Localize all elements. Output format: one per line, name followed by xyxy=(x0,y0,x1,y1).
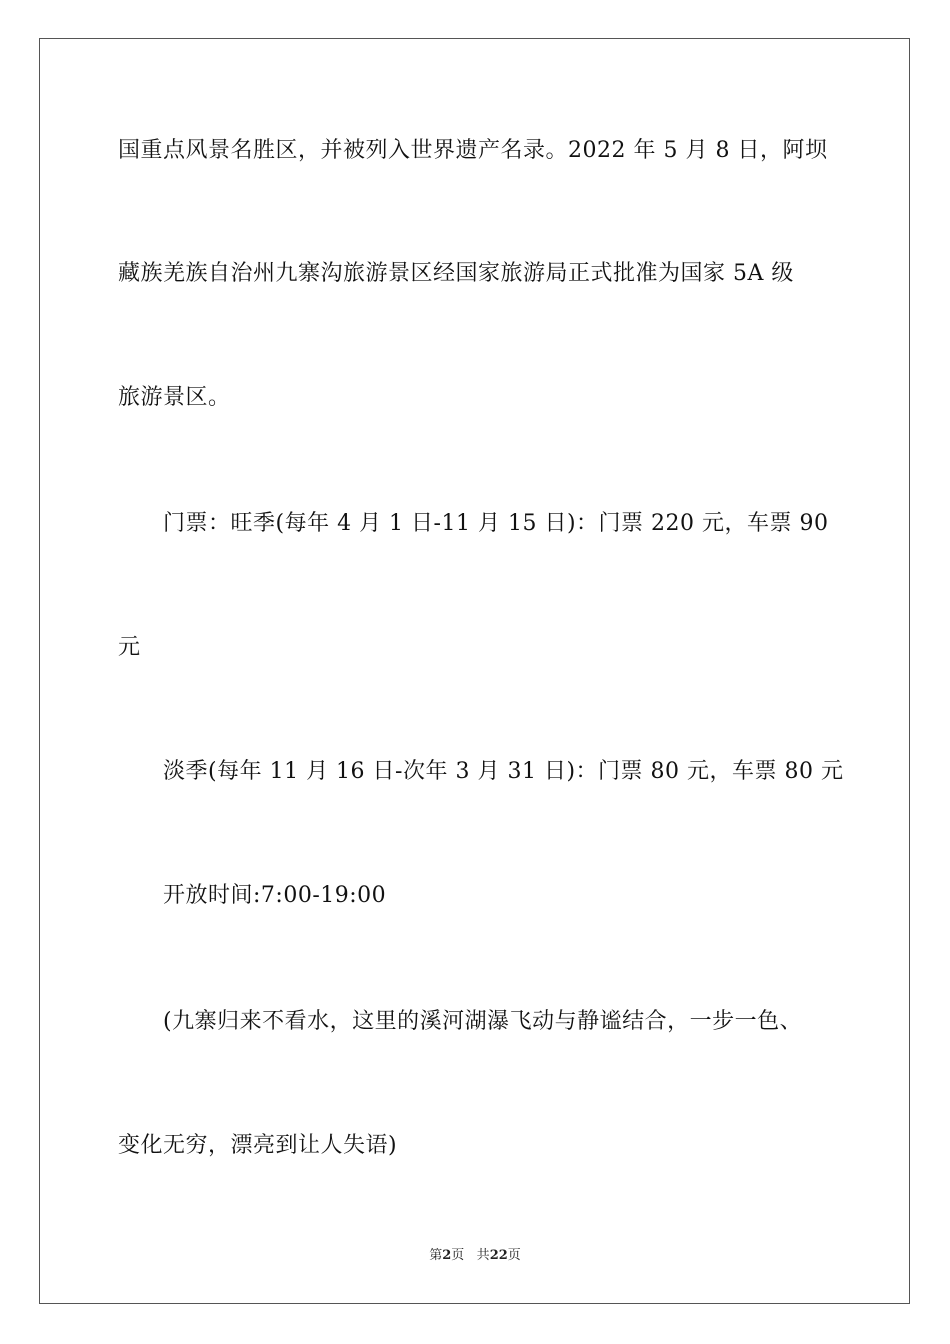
paragraph-line-3: 旅游景区。 xyxy=(118,385,231,410)
note-line-1: (九寨归来不看水，这里的溪河湖瀑飞动与静谧结合，一步一色、 xyxy=(163,1009,803,1034)
ticket-peak-line-cont: 元 xyxy=(118,635,141,660)
page-prefix: 第 xyxy=(429,1248,443,1263)
ticket-offpeak-line: 淡季(每年 11 月 16 日-次年 3 月 31 日)：门票 80 元，车票 80 元 xyxy=(163,759,844,784)
page-border xyxy=(39,38,910,1304)
total-suffix: 页 xyxy=(507,1248,521,1263)
page-footer xyxy=(0,1247,950,1265)
paragraph-line-1: 国重点风景名胜区，并被列入世界遗产名录。2022 年 5 月 8 日，阿坝 xyxy=(118,138,828,163)
opening-hours-line: 开放时间:7:00-19:00 xyxy=(163,883,387,908)
note-line-2: 变化无穷，漂亮到让人失语) xyxy=(118,1133,398,1158)
total-pages: 22 xyxy=(489,1248,508,1263)
total-prefix: 共 xyxy=(476,1248,490,1263)
paragraph-line-2: 藏族羌族自治州九寨沟旅游景区经国家旅游局正式批准为国家 5A 级 xyxy=(118,261,794,286)
ticket-peak-line: 门票：旺季(每年 4 月 1 日-11 月 15 日)：门票 220 元，车票 90 xyxy=(163,511,829,536)
page-number: 2 xyxy=(442,1248,452,1263)
page-suffix: 页 xyxy=(451,1248,465,1263)
